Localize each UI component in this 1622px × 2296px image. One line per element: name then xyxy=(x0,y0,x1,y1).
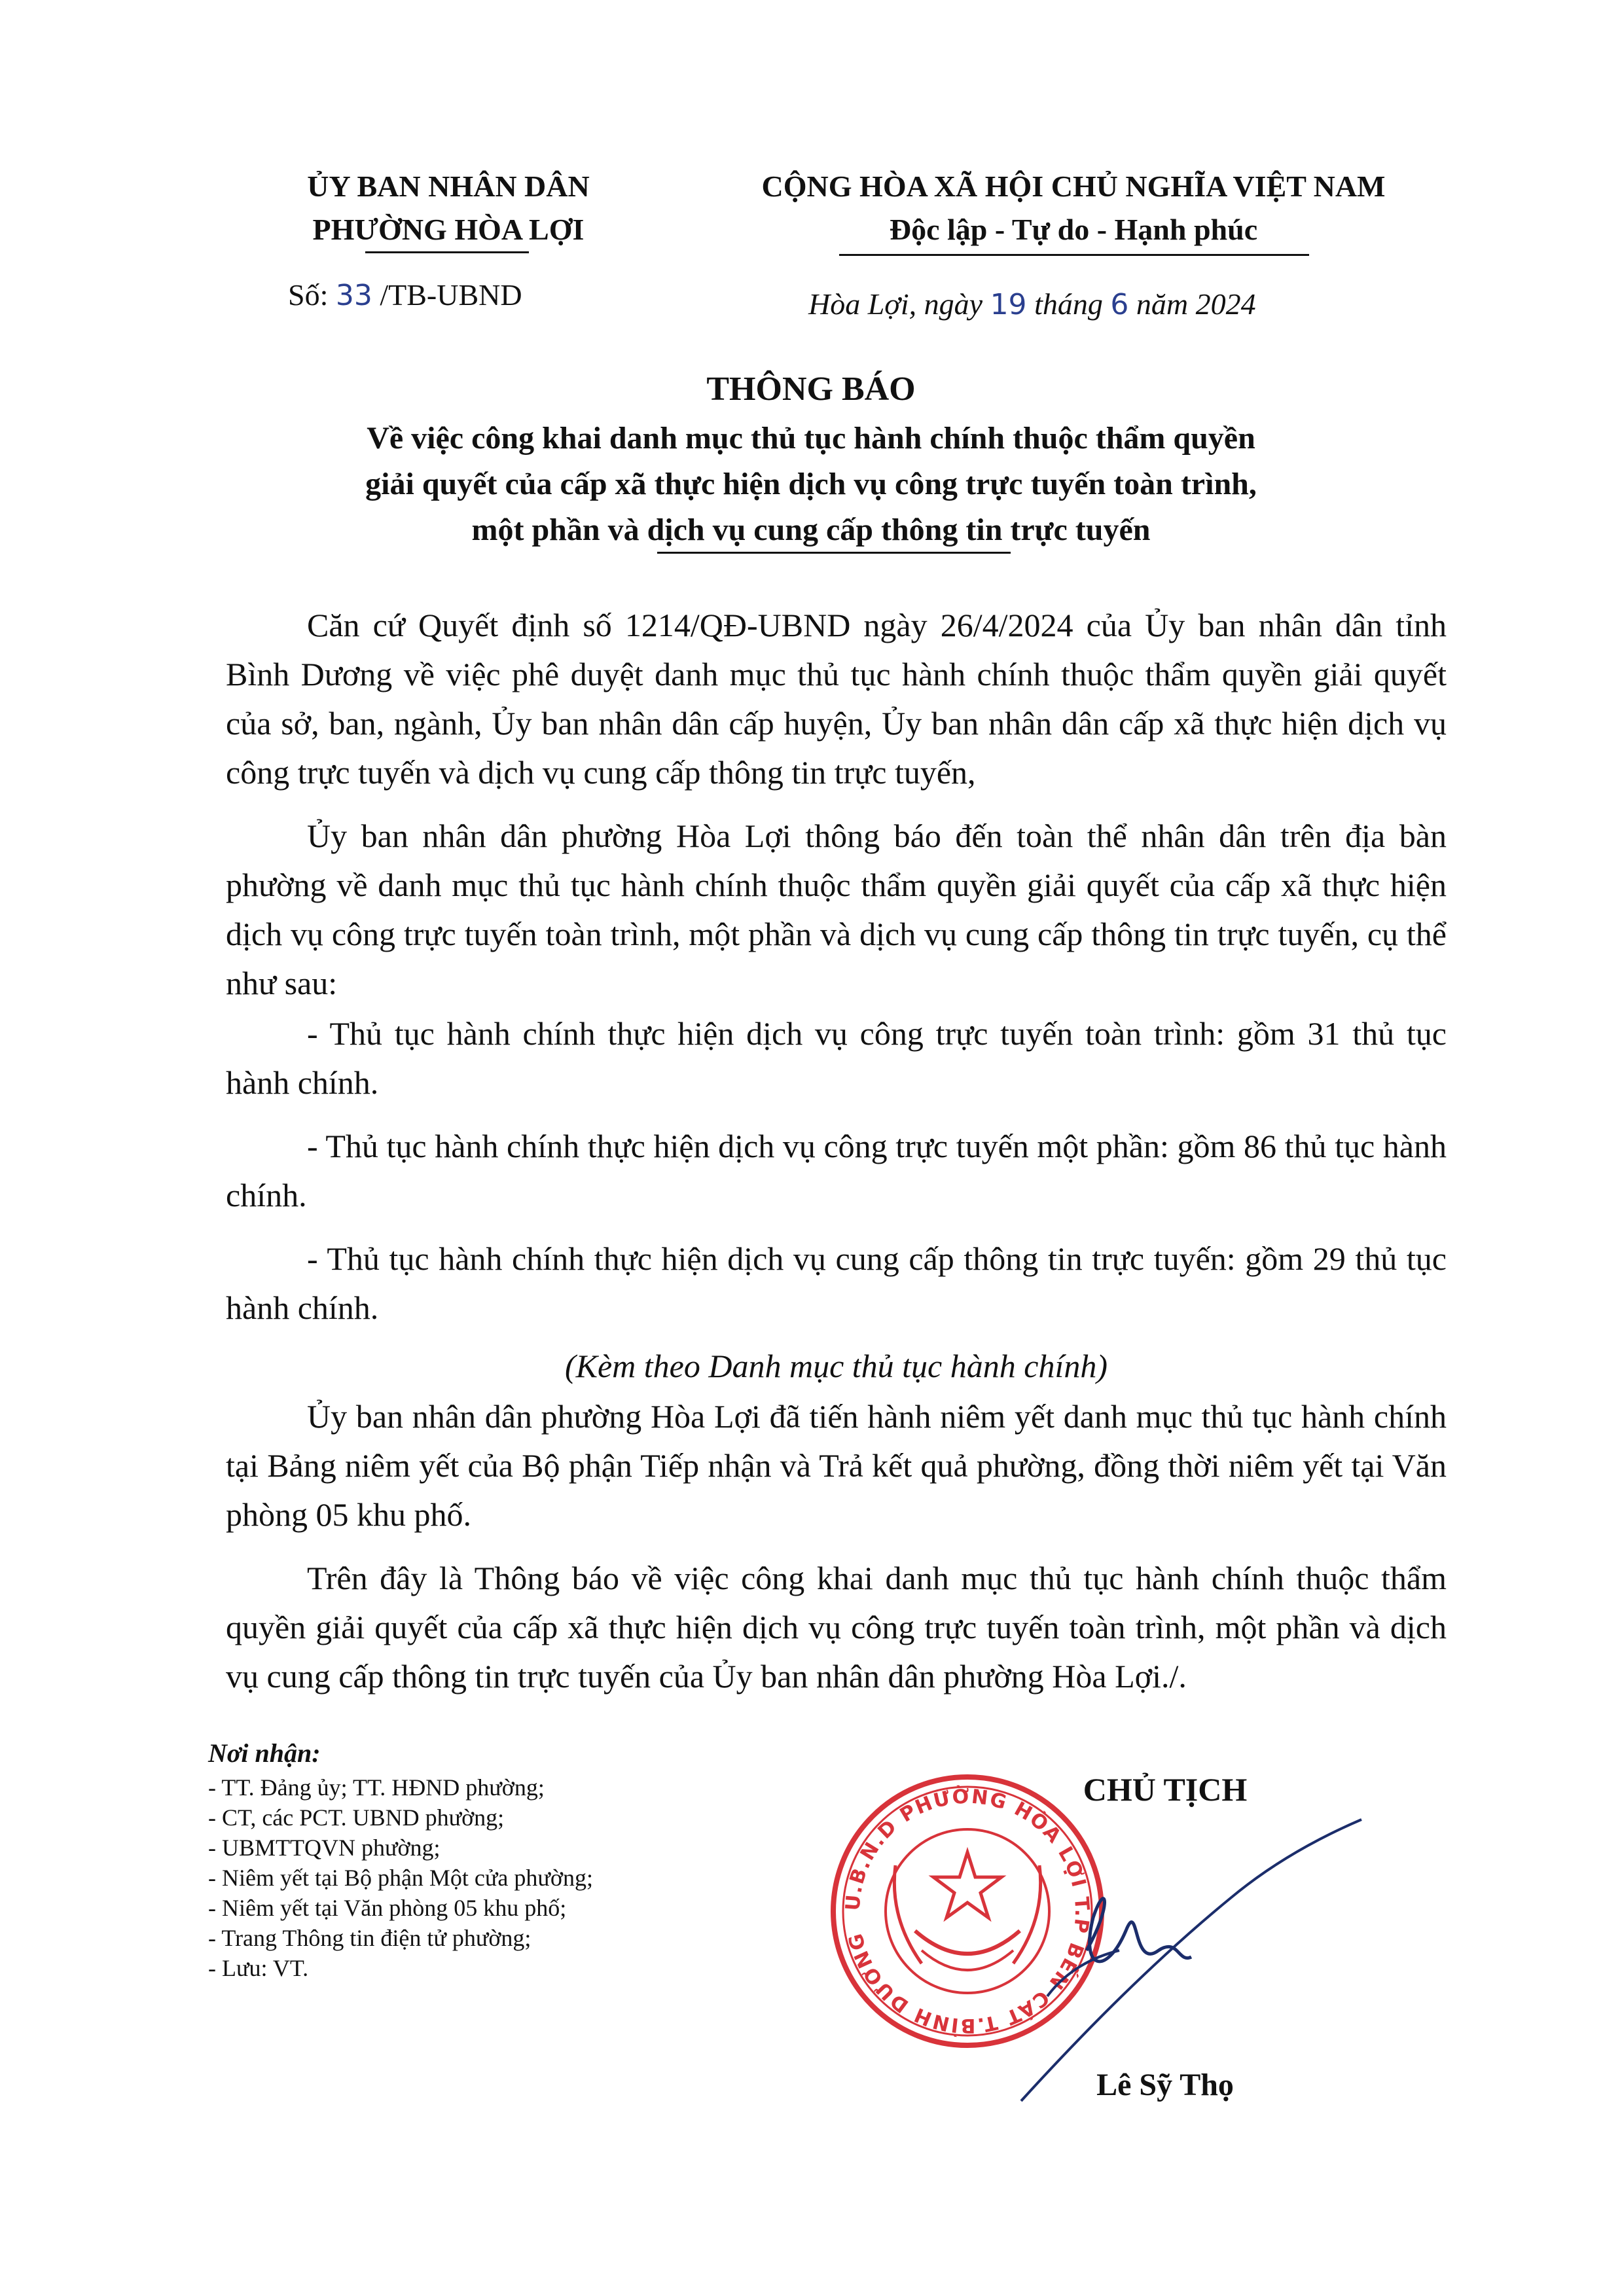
recipient-item: - Lưu: VT. xyxy=(208,1955,309,1981)
recipient-item: - Niêm yết tại Văn phòng 05 khu phố; xyxy=(208,1895,567,1921)
date-prefix: Hòa Lợi, ngày xyxy=(808,287,983,321)
signer-name: Lê Sỹ Thọ xyxy=(1096,2068,1234,2102)
motto-underline xyxy=(839,254,1309,256)
bullet-info-online: - Thủ tục hành chính thực hiện dịch vụ cung cấp thông tin trực tuyến: gồm 29 thủ tục hành chính. xyxy=(226,1240,1447,1326)
paragraph-legal-basis: Căn cứ Quyết định số 1214/QĐ-UBND ngày 26/4/2024 của Ủy ban nhân dân tỉnh Bình Dương về việc phê duyệt danh mục thủ tục hành chính thuộc thẩm quyền giải quyết của sở, ban, ngành, Ủy ban nhân dân cấp huyện, Ủy ban nhân dân cấp xã thực hiện dịch vụ công trực tuyến và dịch vụ cung cấp thông tin trực tuyến, xyxy=(226,607,1447,791)
stamp-star-icon xyxy=(933,1852,1001,1918)
date-month-label: tháng xyxy=(1034,287,1103,321)
attachment-note: (Kèm theo Danh mục thủ tục hành chính) xyxy=(564,1348,1108,1384)
paragraph-posting: Ủy ban nhân dân phường Hòa Lợi đã tiến hành niêm yết danh mục thủ tục hành chính tại Bảng niêm yết của Bộ phận Tiếp nhận và Trả kết quả phường, đồng thời niêm yết tại Văn phòng 05 khu phố. xyxy=(226,1398,1447,1533)
subject-underline xyxy=(657,552,1011,554)
country-name: CỘNG HÒA XÃ HỘI CHỦ NGHĨA VIỆT NAM xyxy=(761,170,1386,203)
recipient-item: - TT. Đảng ủy; TT. HĐND phường; xyxy=(208,1774,545,1801)
recipient-item: - Trang Thông tin điện tử phường; xyxy=(208,1925,532,1951)
paragraph-closing: Trên đây là Thông báo về việc công khai danh mục thủ tục hành chính thuộc thẩm quyền giải quyết của cấp xã thực hiện dịch vụ công trực tuyến toàn trình, một phần và dịch vụ cung cấp thông tin trực tuyến của Ủy ban nhân dân phường Hòa Lợi./. xyxy=(226,1560,1447,1695)
doc-number-handwritten: 33 xyxy=(335,279,372,312)
document-number xyxy=(288,278,522,312)
paragraph-announcement: Ủy ban nhân dân phường Hòa Lợi thông báo đến toàn thể nhân dân trên địa bàn phường về danh mục thủ tục hành chính thuộc thẩm quyền giải quyết của cấp xã thực hiện dịch vụ công trực tuyến toàn trình, một phần và dịch vụ cung cấp thông tin trực tuyến, cụ thể như sau: xyxy=(226,817,1447,1001)
issuer-line-2: PHƯỜNG HÒA LỢI xyxy=(312,213,585,246)
doc-number-suffix: /TB-UBND xyxy=(380,278,522,312)
date-month-handwritten: 6 xyxy=(1110,288,1129,321)
issuer-underline xyxy=(365,251,529,253)
document-subject xyxy=(156,416,1466,553)
document-body xyxy=(226,601,1447,1701)
doc-number-prefix: Số: xyxy=(288,278,329,312)
recipients-block xyxy=(208,1738,593,1983)
signer-title: CHỦ TỊCH xyxy=(1083,1771,1248,1808)
document-title: THÔNG BÁO xyxy=(706,370,916,408)
recipient-item: - Niêm yết tại Bộ phận Một cửa phường; xyxy=(208,1865,593,1891)
stamp-text: U.B.N.D PHƯỜNG HÒA LỢI T.P BẾN CÁT T.BÌNH DƯƠNG xyxy=(841,1785,1094,2037)
subject-line-2: giải quyết của cấp xã thực hiện dịch vụ công trực tuyến toàn trình, xyxy=(365,467,1257,501)
date-year: năm 2024 xyxy=(1136,287,1256,321)
stamp-cogwheel-icon xyxy=(915,1931,1020,1954)
date-day-handwritten: 19 xyxy=(990,288,1027,321)
issuer-block xyxy=(252,165,645,251)
national-motto-block xyxy=(681,165,1466,251)
recipients-list xyxy=(208,1772,593,1983)
bullet-full-online: - Thủ tục hành chính thực hiện dịch vụ công trực tuyến toàn trình: gồm 31 thủ tục hành chính. xyxy=(226,1015,1447,1101)
subject-line-3: một phần và dịch vụ cung cấp thông tin trực tuyến xyxy=(471,512,1151,547)
recipient-item: - CT, các PCT. UBND phường; xyxy=(208,1804,505,1831)
subject-line-1: Về việc công khai danh mục thủ tục hành chính thuộc thẩm quyền xyxy=(367,421,1255,456)
recipient-item: - UBMTTQVN phường; xyxy=(208,1835,441,1861)
recipients-label: Nơi nhận: xyxy=(208,1738,321,1768)
issue-date xyxy=(808,287,1256,321)
bullet-partial-online: - Thủ tục hành chính thực hiện dịch vụ công trực tuyến một phần: gồm 86 thủ tục hành chính. xyxy=(226,1128,1447,1213)
national-motto: Độc lập - Tự do - Hạnh phúc xyxy=(889,213,1258,246)
issuer-line-1: ỦY BAN NHÂN DÂN xyxy=(307,170,590,203)
